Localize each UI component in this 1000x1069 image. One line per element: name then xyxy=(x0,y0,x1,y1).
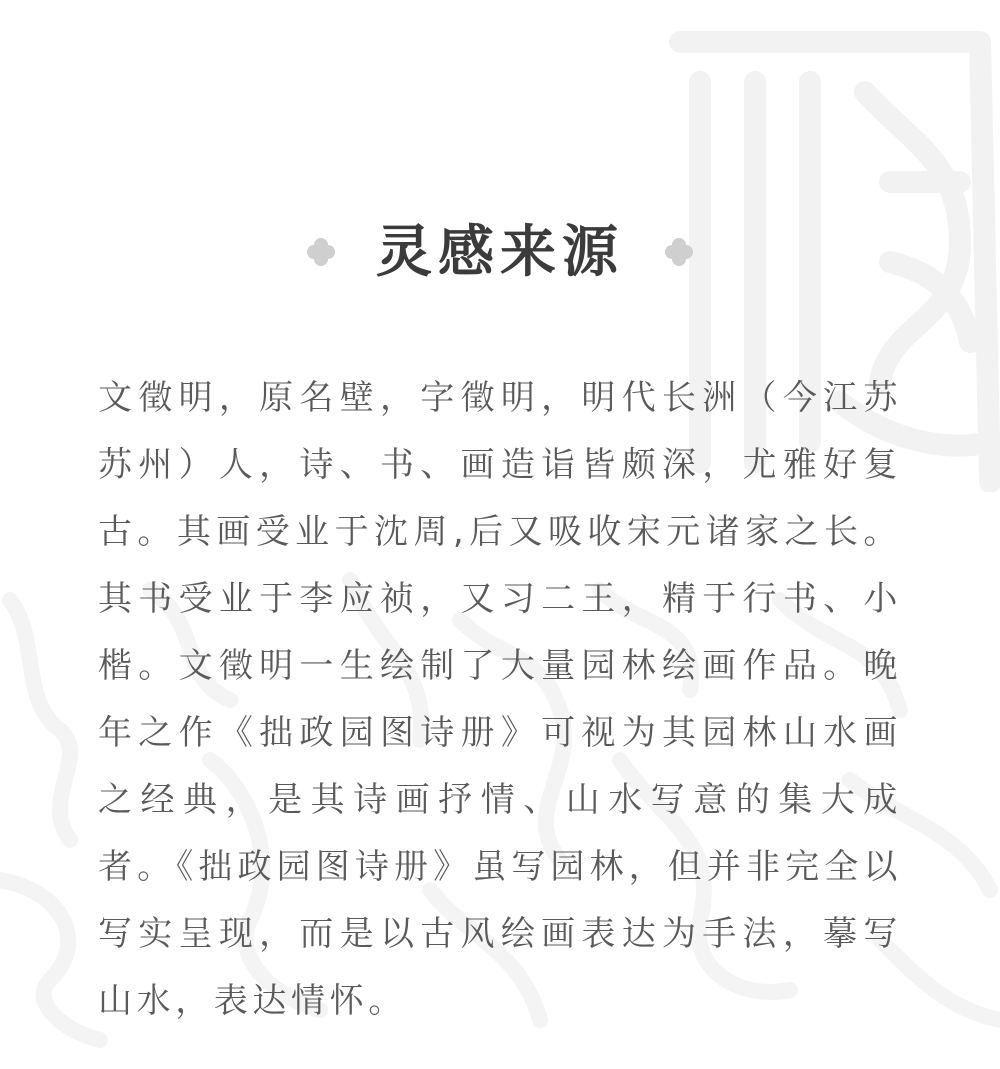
left-ornament-icon xyxy=(306,237,336,267)
right-ornament-icon xyxy=(664,237,694,267)
heading-row xyxy=(0,212,1000,292)
body-paragraph: 文徵明，原名壁，字徵明，明代长洲（今江苏苏州）人，诗、书、画造诣皆颇深，尤雅好复古。其画受业于沈周,后又吸收宋元诸家之长。其书受业于李应祯，又习二王，精于行书、小楷。文徵明一生绘制了大量园林绘画作品。晚年之作《拙政园图诗册》可视为其园林山水画之经典，是其诗画抒情、山水写意的集大成者。《拙政园图诗册》虽写园林，但并非完全以写实呈现，而是以古风绘画表达为手法，摹写山水，表达情怀。 xyxy=(98,378,902,1021)
page-title: 灵感来源 xyxy=(376,219,624,285)
